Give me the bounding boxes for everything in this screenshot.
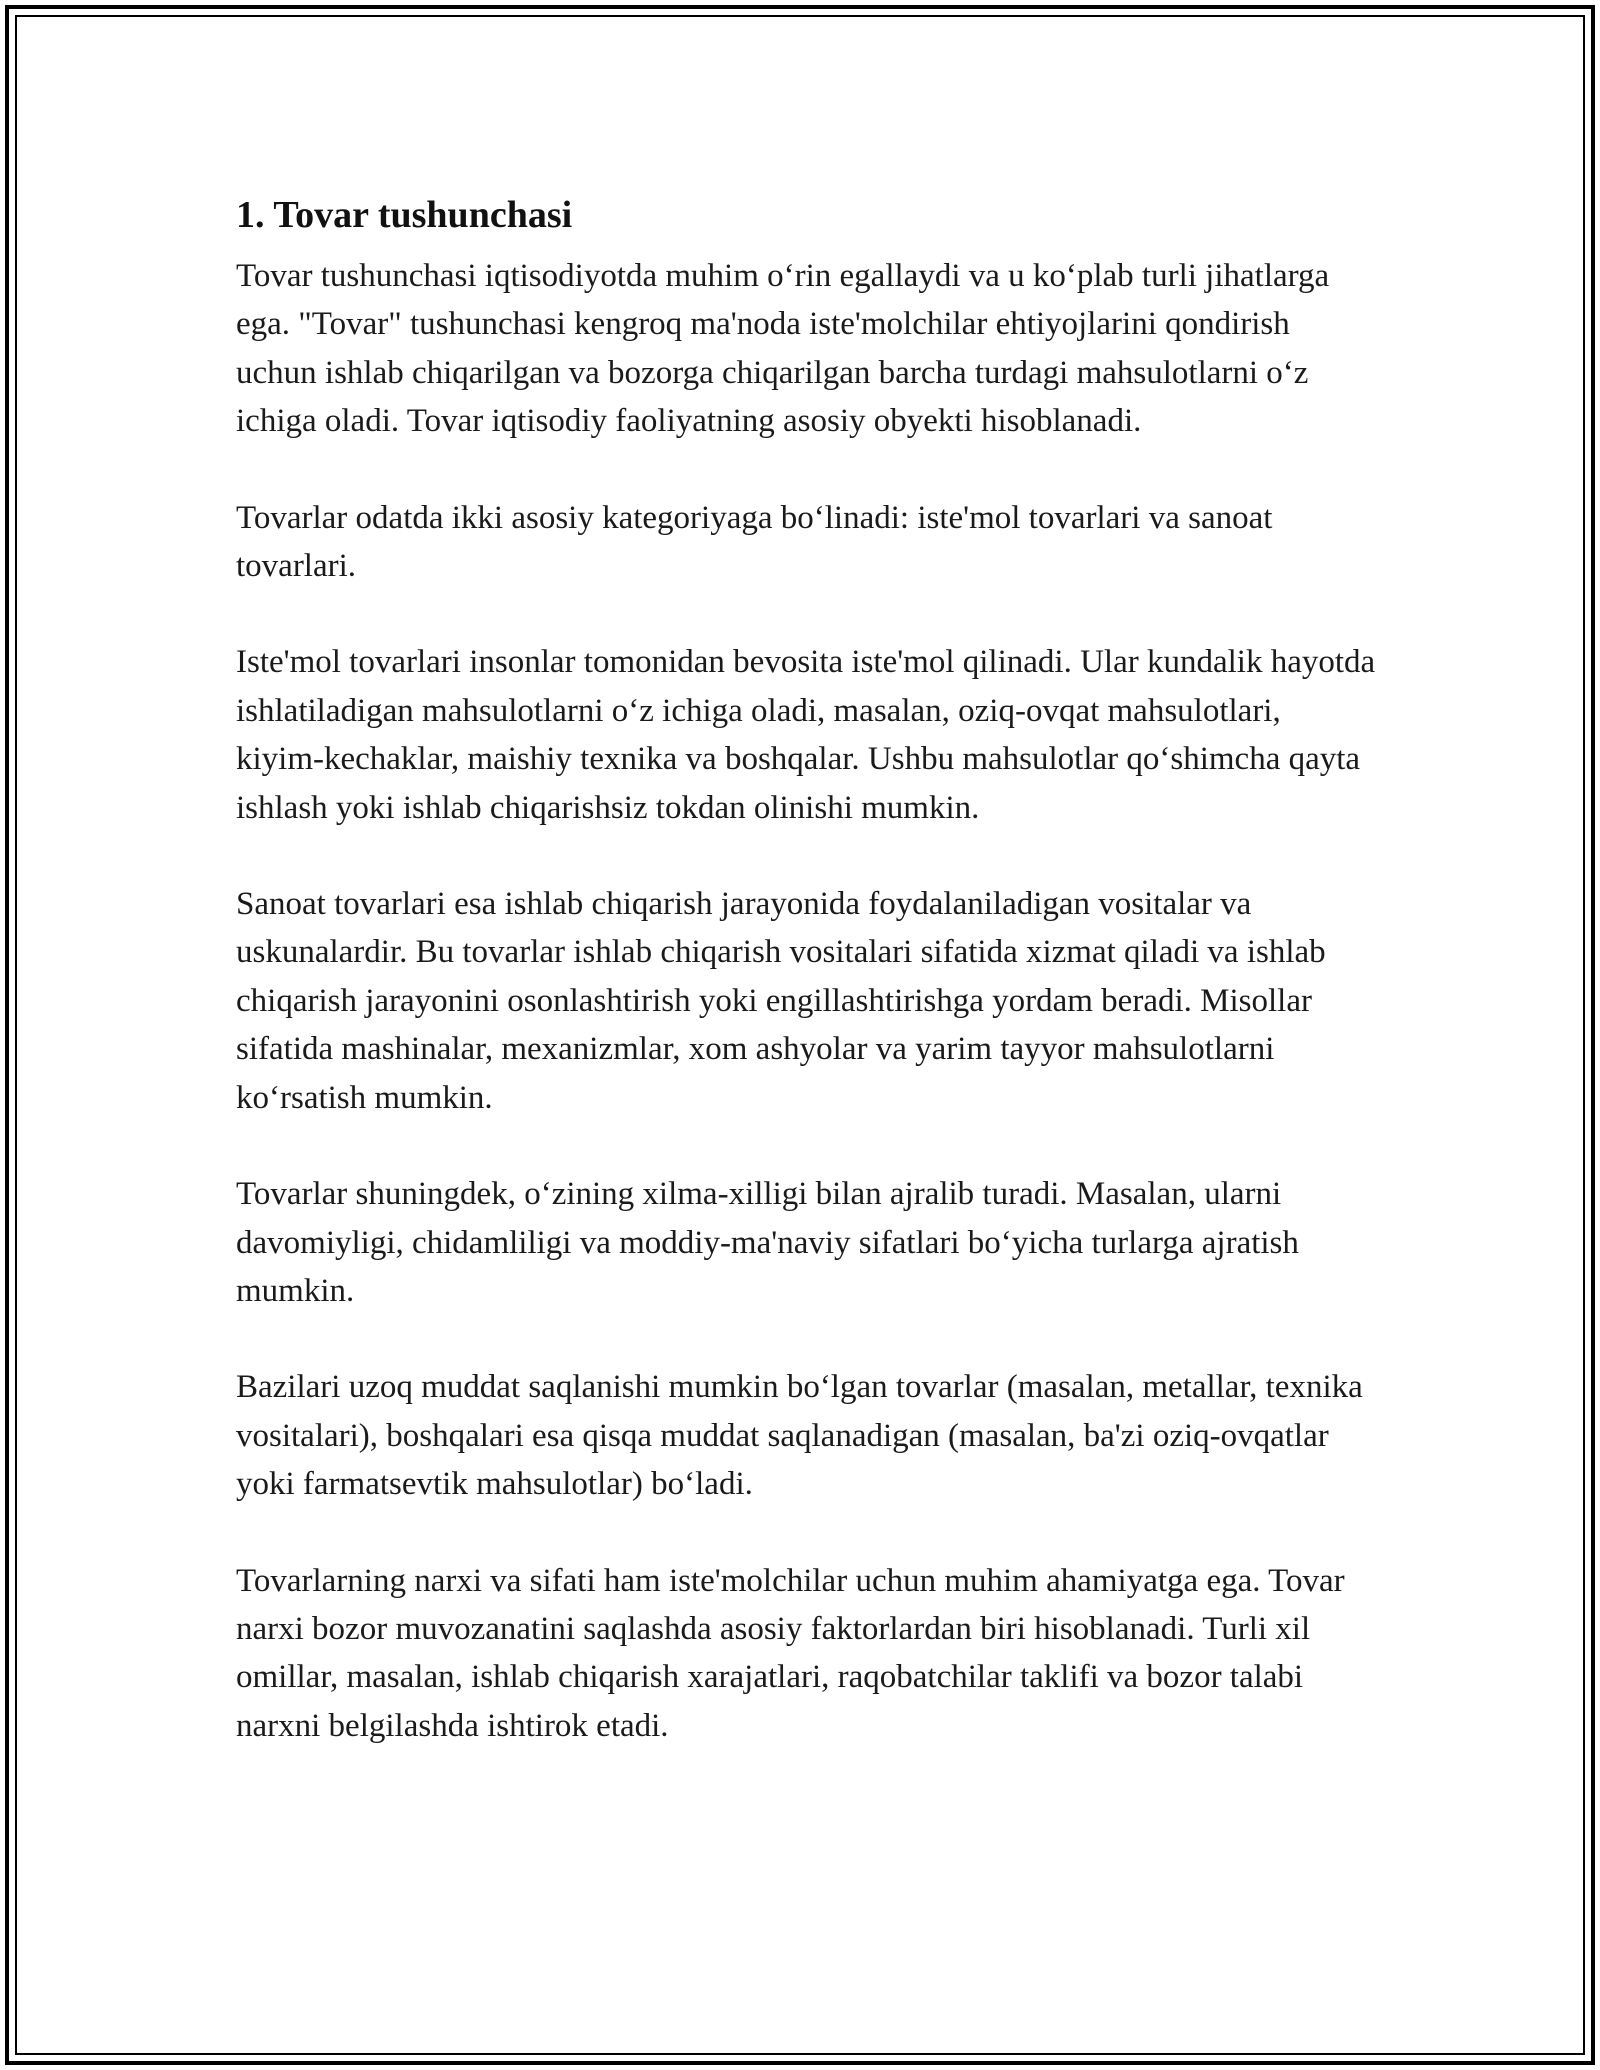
paragraph-intro: Tovar tushunchasi iqtisodiyotda muhim o‘rin egallaydi va u ko‘plab turli jihatlarga ega. "Tovar" tushunchasi kengroq ma'noda iste'molchilar ehtiyojlarini qondirish uchun ishlab chiqarilgan va bozorga chiqarilgan barcha turdagi mahsulotlarni o‘z ichiga oladi. Tovar iqtisodiy faoliyatning asosiy obyekti hisoblanadi. [236,258,1330,440]
paragraph-categories: Tovarlar odatda ikki asosiy kategoriyaga bo‘linadi: iste'mol tovarlari va sanoat tovarlari. [236,499,1273,585]
paragraph-variety: Tovarlar shuningdek, o‘zining xilma-xilligi bilan ajralib turadi. Masalan, ularni davomiyligi, chidamliligi va moddiy-ma'naviy sifatlari bo‘yicha turlarga ajratish mumkin. [236,1176,1299,1309]
paragraph-price-quality: Tovarlarning narxi va sifati ham iste'molchilar uchun muhim ahamiyatga ega. Tovar narxi bozor muvozanatini saqlashda asosiy faktorlardan biri hisoblanadi. Turli xil omillar, masalan, ishlab chiqarish xarajatlari, raqobatchilar taklifi va bozor talabi narxni belgilashda ishtirok etadi. [236,1562,1345,1744]
section-heading: 1. Tovar tushunchasi [236,194,573,236]
document-body [236,188,1376,1798]
paragraph-consumer-goods: Iste'mol tovarlari insonlar tomonidan bevosita iste'mol qilinadi. Ular kundalik hayotda ishlatiladigan mahsulotlarni o‘z ichiga oladi, masalan, oziq-ovqat mahsulotlari, kiyim-kechaklar, maishiy texnika va boshqalar. Ushbu mahsulotlar qo‘shimcha qayta ishlash yoki ishlab chiqarishsiz tokdan olinishi mumkin. [236,644,1376,826]
paragraph-industrial-goods: Sanoat tovarlari esa ishlab chiqarish jarayonida foydalaniladigan vositalar va uskunalardir. Bu tovarlar ishlab chiqarish vositalari sifatida xizmat qiladi va ishlab chiqarish jarayonini osonlashtirish yoki engillashtirishga yordam beradi. Misollar sifatida mashinalar, mexanizmlar, xom ashyolar va yarim tayyor mahsulotlarni ko‘rsatish mumkin. [236,886,1326,1116]
paragraph-durability: Bazilari uzoq muddat saqlanishi mumkin bo‘lgan tovarlar (masalan, metallar, texnika vositalari), boshqalari esa qisqa muddat saqlanadigan (masalan, ba'zi oziq-ovqatlar yoki farmatsevtik mahsulotlar) bo‘ladi. [236,1369,1363,1503]
